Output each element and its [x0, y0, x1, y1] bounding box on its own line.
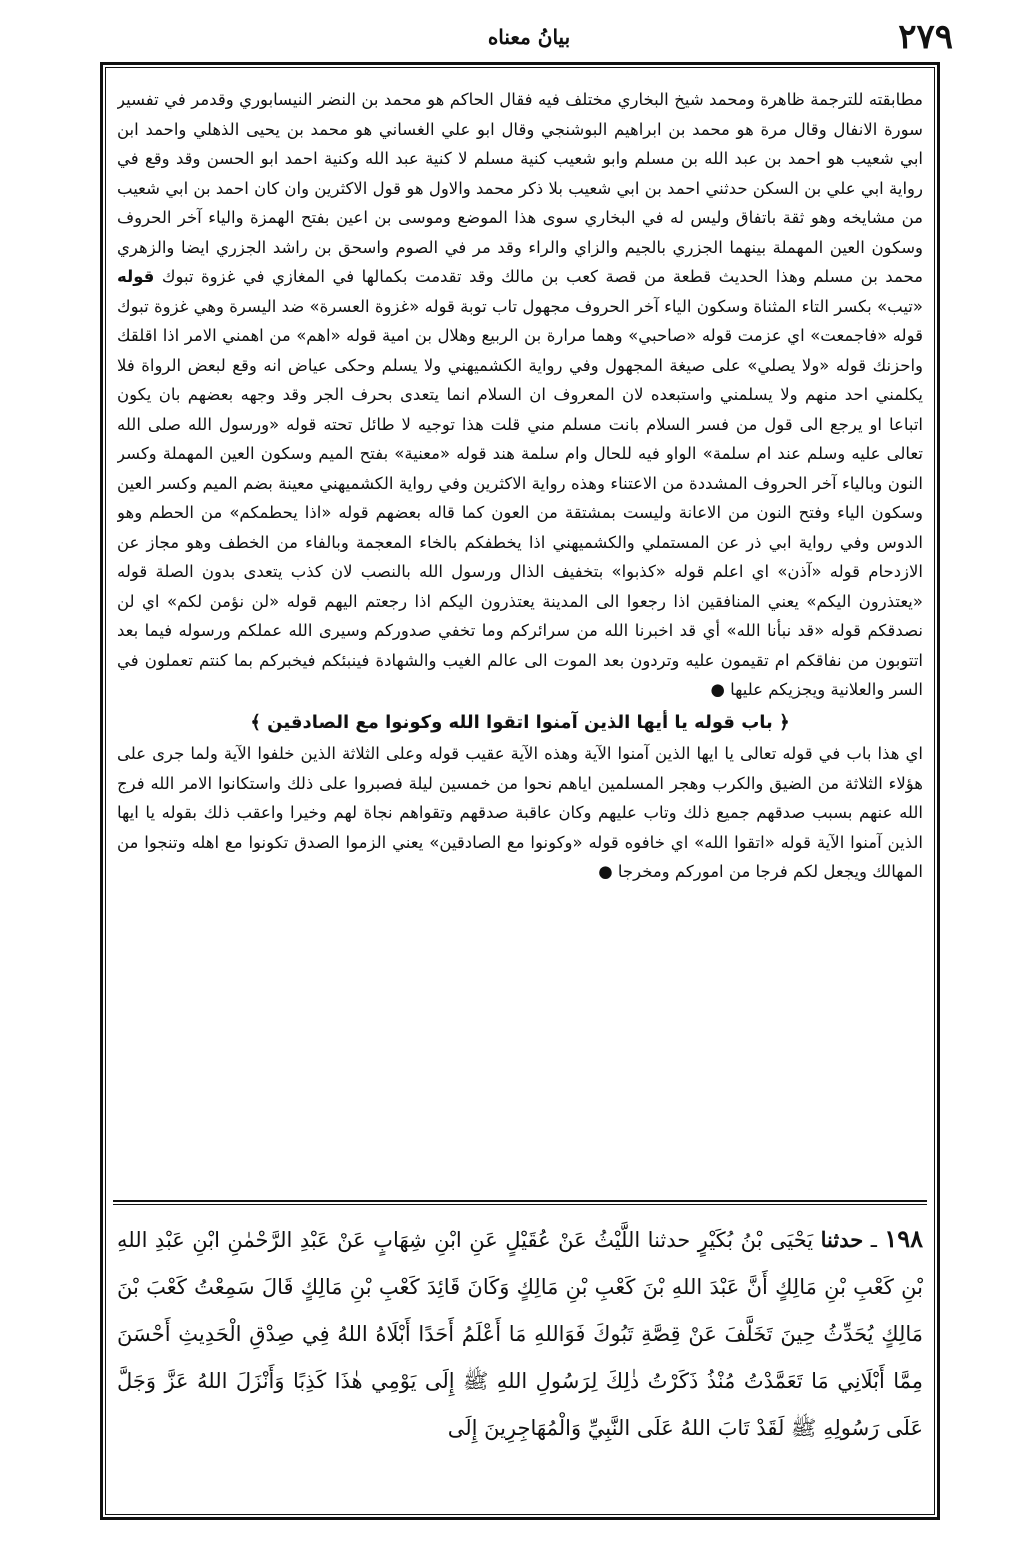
commentary-text-3: اي هذا باب في قوله تعالى يا ايها الذين آمنوا الآية وهذه الآية عقيب قوله وعلى الثلاثة الذين خلفوا الآية ولما جرى على هؤلاء الثلاثة من الضيق والكرب وهجر المسلمين اياهم نحوا من خمسين ليلة فصبروا على ذلك واستكانوا الامر الله فرج الله عنهم بسبب صدقهم جميع ذلك وتاب عليهم وكان عاقبة صدقهم وتقواهم نجاة لهم وخيرا واعقب ذلك بقوله يا ايها الذين آمنوا الآية قوله «اتقوا الله» اي خافوه قوله «وكونوا مع الصادقين» يعني الزموا الصدق تكونوا مع اهله وتنجوا من المهالك ويجعل لكم فرجا من اموركم ومخرجا ●: [117, 744, 923, 881]
section-divider-inner: [113, 1204, 927, 1205]
hadith-paragraph: ١٩٨ ـ حدثنا يَحْيَى بْنُ بُكَيْرٍ حدثنا اللَّيْثُ عَنْ عُقَيْلٍ عَنِ ابْنِ شِهَابٍ عَنْ عَبْدِ الرَّحْمٰنِ ابْنِ عَبْدِ اللهِ بْنِ كَعْبِ بْنِ مَالِكٍ أَنَّ عَبْدَ اللهِ بْنَ كَعْبِ بْنِ مَالِكٍ وَكَانَ قَائِدَ كَعْبِ بْنِ مَالِكٍ قَالَ سَمِعْتُ كَعْبَ بْنَ مَالِكٍ يُحَدِّثُ حِينَ تَخَلَّفَ عَنْ قِصَّةِ تَبُوكَ فَوَاللهِ مَا أَعْلَمُ أَحَدًا أَبْلَاهُ اللهُ فِي صِدْقِ الْحَدِيثِ أَحْسَنَ مِمَّا أَبْلَانِي مَا تَعَمَّدْتُ مُنْذُ ذَكَرْتُ ذٰلِكَ لِرَسُولِ اللهِ ﷺ إِلَى يَوْمِي هٰذَا كَذِبًا وَأَنْزَلَ اللهُ عَزَّ وَجَلَّ عَلَى رَسُولِهِ ﷺ لَقَدْ تَابَ اللهُ عَلَى النَّبِيِّ وَالْمُهَاجِرِينَ إِلَى: [117, 1224, 923, 1440]
page-header: [95, 14, 963, 60]
hadith-block: [117, 1215, 923, 1505]
text-frame: [100, 62, 940, 1520]
commentary-paragraph-chapter: [117, 739, 923, 887]
section-divider: [113, 1200, 927, 1202]
chapter-heading: ﴿ باب قوله يا أيها الذين آمنوا اتقوا الله وكونوا مع الصادقين ﴾: [250, 711, 790, 733]
commentary-paragraph: [117, 85, 923, 705]
hadith-opener: حدثنا: [820, 1227, 864, 1252]
hadith-text: يَحْيَى بْنُ بُكَيْرٍ حدثنا اللَّيْثُ عَنْ عُقَيْلٍ عَنِ ابْنِ شِهَابٍ عَنْ عَبْدِ الرَّحْمٰنِ ابْنِ عَبْدِ اللهِ بْنِ كَعْبِ بْنِ مَالِكٍ أَنَّ عَبْدَ اللهِ بْنَ كَعْبِ بْنِ مَالِكٍ وَكَانَ قَائِدَ كَعْبِ بْنِ مَالِكٍ قَالَ سَمِعْتُ كَعْبَ بْنَ مَالِكٍ يُحَدِّثُ حِينَ تَخَلَّفَ عَنْ قِصَّةِ تَبُوكَ فَوَاللهِ مَا أَعْلَمُ أَحَدًا أَبْلَاهُ اللهُ فِي صِدْقِ الْحَدِيثِ أَحْسَنَ مِمَّا أَبْلَانِي مَا تَعَمَّدْتُ مُنْذُ ذَكَرْتُ ذٰلِكَ لِرَسُولِ اللهِ ﷺ إِلَى يَوْمِي هٰذَا كَذِبًا وَأَنْزَلَ اللهُ عَزَّ وَجَلَّ عَلَى رَسُولِهِ ﷺ لَقَدْ تَابَ اللهُ عَلَى النَّبِيِّ وَالْمُهَاجِرِينَ إِلَى: [117, 1228, 923, 1440]
keyword-qawluh: قوله: [117, 267, 155, 286]
running-title: بيانُ معناه: [487, 25, 571, 49]
commentary-text-2: «تيب» بكسر التاء المثناة وسكون الياء آخر الحروف مجهول تاب توبة قوله «غزوة العسرة» ضد اليسرة وهي غزوة تبوك قوله «فاجمعت» اي عزمت قوله «صاحبي» وهما مرارة بن الربيع وهلال بن امية قوله «اهم» من اهمني الامر اذا اقلقك واحزنك قوله «ولا يصلي» على صيغة المجهول وفي رواية الكشميهني ولا يسلم وحكى عياض انه وقع لبعض الرواة فلا يكلمني احد منهم ولا يسلمني واستبعده لان المعروف ان السلام انما يتعدى بحرف الجر وقد وجهه بعضهم بان يكون اتباعا او يرجع الى قول من فسر السلام بانت مسلم مني قلت هذا توجيه لا طائل تحته قوله «ورسول الله صلى الله تعالى عليه وسلم عند ام سلمة» الواو فيه للحال وام سلمة هند قوله «معنية» بفتح الميم وسكون العين المهملة وكسر النون وبالياء آخر الحروف المشددة من الاعتناء وهذه رواية الاكثرين وفي رواية الكشميهني معينة بضم الميم وكسر العين وسكون الياء وفتح النون من الاعانة وليست بمشتقة من العون كما قاله بعضهم قوله «اذا يحطمكم» من الحطم وهو الدوس وفي رواية ابي ذر عن المستملي والكشميهني اذا يخطفكم بالخاء المعجمة وبالفاء من الخطف وهو مجاز عن الازدحام قوله «آذن» اي اعلم قوله «كذبوا» بتخفيف الذال ورسول الله بالنصب لان كذب يتعدى بدون الصلة قوله «يعتذرون اليكم» يعني المنافقين اذا رجعوا الى المدينة يعتذرون اليكم اذا رجعتم اليهم قوله «لن نؤمن لكم» اي لن نصدقكم قوله «قد نبأنا الله» أي قد اخبرنا الله من سرائركم وما تخفي صدوركم وسيرى الله عملكم ورسوله فيما بعد اتتوبون من نفاقكم ام تقيمون عليه وتردون بعد الموت الى عالم الغيب والشهادة فينبئكم فيخبركم بما كنتم تعملون في السر والعلانية ويجزيكم عليها ●: [117, 296, 923, 699]
hadith-number: ١٩٨: [884, 1224, 923, 1253]
commentary-text-1: مطابقته للترجمة ظاهرة ومحمد شيخ البخاري مختلف فيه فقال الحاكم هو محمد بن النضر النيسابوري وقدمر في تفسير سورة الانفال وقال مرة هو محمد بن ابراهيم البوشنجي وقال ابو علي الغساني هو محمد بن يحيى الذهلي واحمد ابن ابي شعيب هو احمد بن عبد الله بن مسلم وابو شعيب كنية مسلم لا كنية عبد الله وكنية احمد ابو الحسن وقد وقع في رواية ابي علي بن السكن حدثني احمد بن ابي شعيب بلا ذكر محمد والاول هو قول الاكثرين وان كان احمد بن ابي شعيب من مشايخه وهو ثقة باتفاق وليس له في البخاري سوى هذا الموضع وموسى بن اعين بفتح الهمزة والياء آخر الحروف وسكون العين المهملة بينهما الجزري بالجيم والزاي والراء وقد مر في الصوم واسحق بن راشد الجزري ايضا والزهري محمد بن مسلم وهذا الحديث قطعة من قصة كعب بن مالك وقد تقدمت بكمالها في المغازي في غزوة تبوك: [117, 90, 923, 286]
commentary-block: [117, 85, 923, 1195]
page-number: ٢٧٩: [898, 17, 953, 57]
